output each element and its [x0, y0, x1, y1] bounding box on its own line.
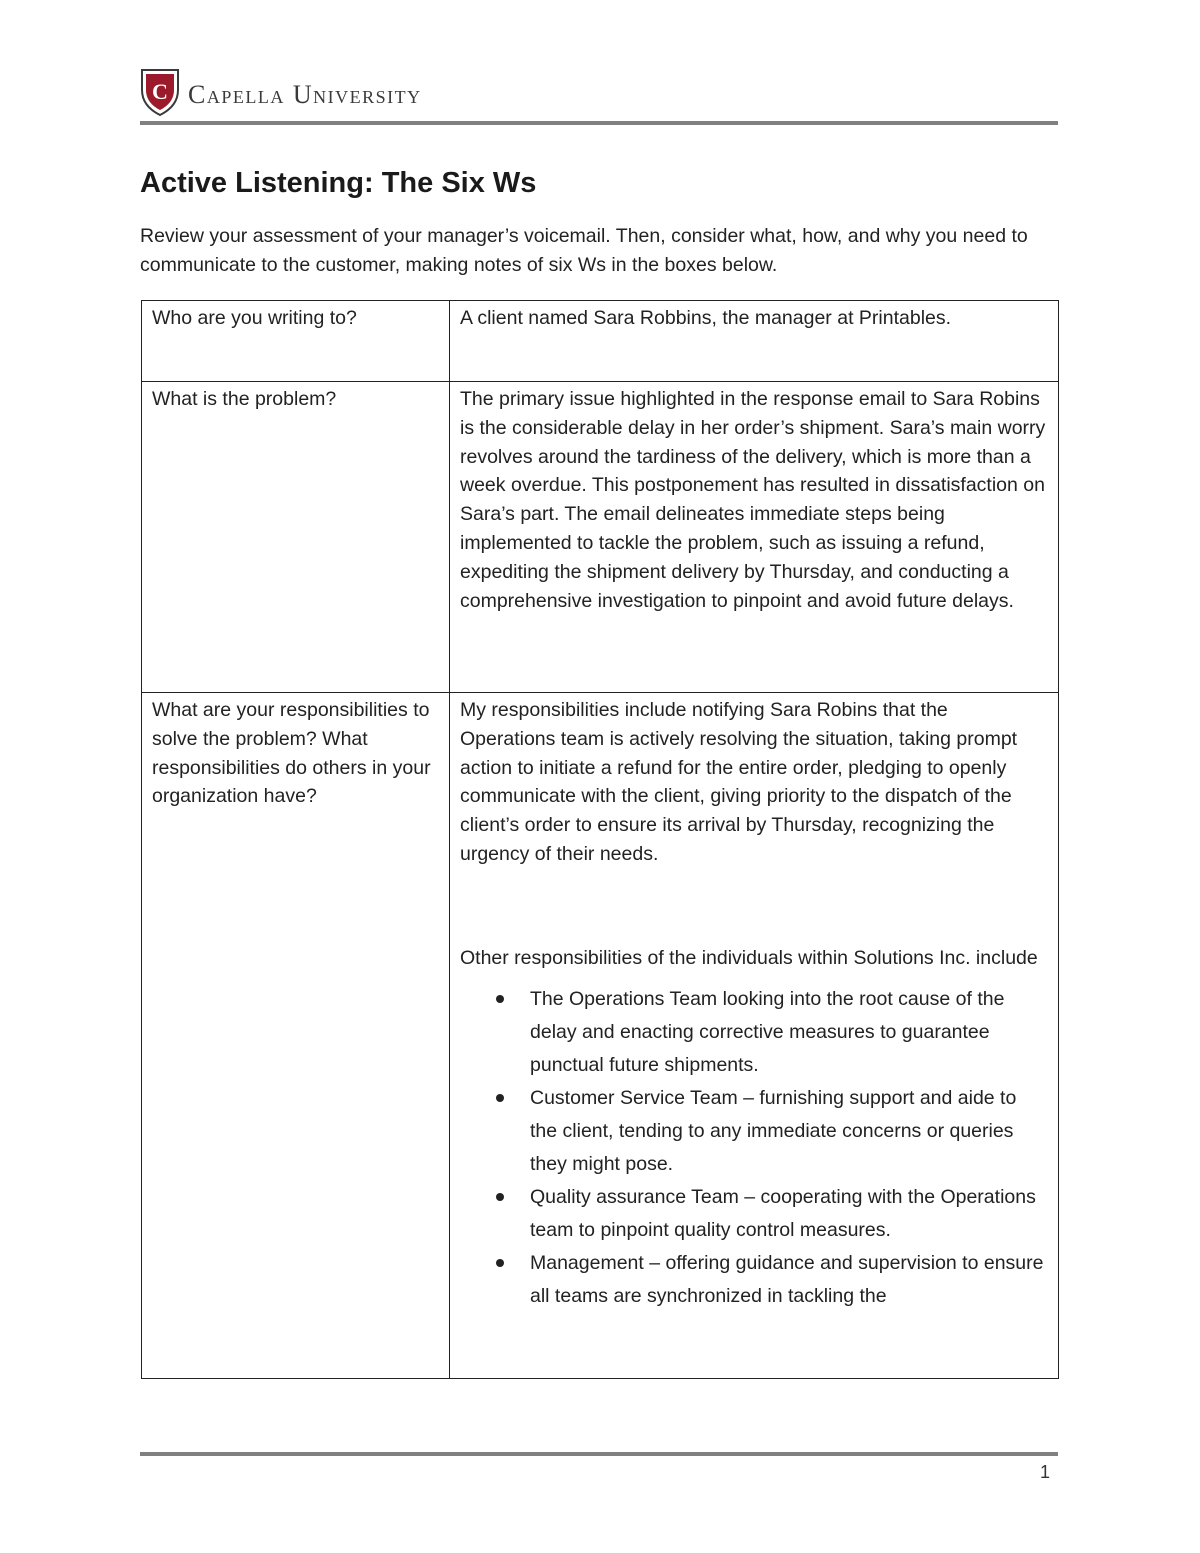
brand-name: Capella University: [188, 80, 422, 109]
list-item: The Operations Team looking into the root cause of the delay and enacting corrective measures to guarantee punctual future shipments.: [530, 983, 1048, 1082]
answer-text-wrap: [460, 696, 1048, 1368]
footer-divider: [140, 1452, 1058, 1456]
page-number: 1: [1040, 1462, 1051, 1482]
header-divider: [140, 121, 1058, 125]
table-row: [142, 382, 1059, 693]
table-row: [142, 301, 1059, 382]
others-responsibilities-text: Other responsibilities of the individuals within Solutions Inc. include: [460, 946, 1038, 969]
question-cell: [142, 693, 450, 1379]
table-row: [142, 693, 1059, 1379]
six-ws-table: [141, 300, 1059, 1379]
shield-icon: [140, 68, 180, 116]
intro-paragraph: Review your assessment of your manager’s voicemail. Then, consider what, how, and why you need to communicate to the customer, making notes of six Ws in the boxes below.: [140, 225, 1028, 276]
answer-cell: The primary issue highlighted in the response email to Sara Robins is the considerable delay in her order’s shipment. Sara’s main worry revolves around the tardiness of the delivery, which is more than a week overdue. This postponement has resulted in dissatisfaction on Sara’s part. The email delineates immediate steps being implemented to tackle the problem, such as issuing a refund, expediting the shipment delivery by Thursday, and conducting a comprehensive investigation to pinpoint and avoid future delays.: [450, 382, 1059, 693]
capella-logo: [140, 68, 422, 116]
list-item: Management – offering guidance and supervision to ensure all teams are synchronized in tackling the: [530, 1247, 1048, 1313]
question-text-wrap: [152, 696, 439, 1368]
answer-cell: A client named Sara Robbins, the manager at Printables.: [450, 301, 1059, 382]
question-cell: Who are you writing to?: [142, 301, 450, 382]
list-item: Quality assurance Team – cooperating with the Operations team to pinpoint quality control measures.: [530, 1181, 1048, 1247]
logo-letter: C: [152, 79, 168, 104]
question-cell: What is the problem?: [142, 382, 450, 693]
my-responsibilities-text: My responsibilities include notifying Sara Robins that the Operations team is actively resolving the situation, taking prompt action to initiate a refund for the entire order, pledging to openly communicate with the client, giving priority to the dispatch of the client’s order to ensure its arrival by Thursday, recognizing the urgency of their needs.: [460, 699, 1018, 865]
question-text: What are your responsibilities to solve the problem? What responsibilities do others in your organization have?: [152, 699, 431, 808]
answer-cell: [450, 693, 1059, 1379]
list-item: Customer Service Team – furnishing support and aide to the client, tending to any immediate concerns or queries they might pose.: [530, 1082, 1048, 1181]
responsibility-list: [460, 983, 1048, 1313]
page-title: Active Listening: The Six Ws: [140, 167, 537, 199]
